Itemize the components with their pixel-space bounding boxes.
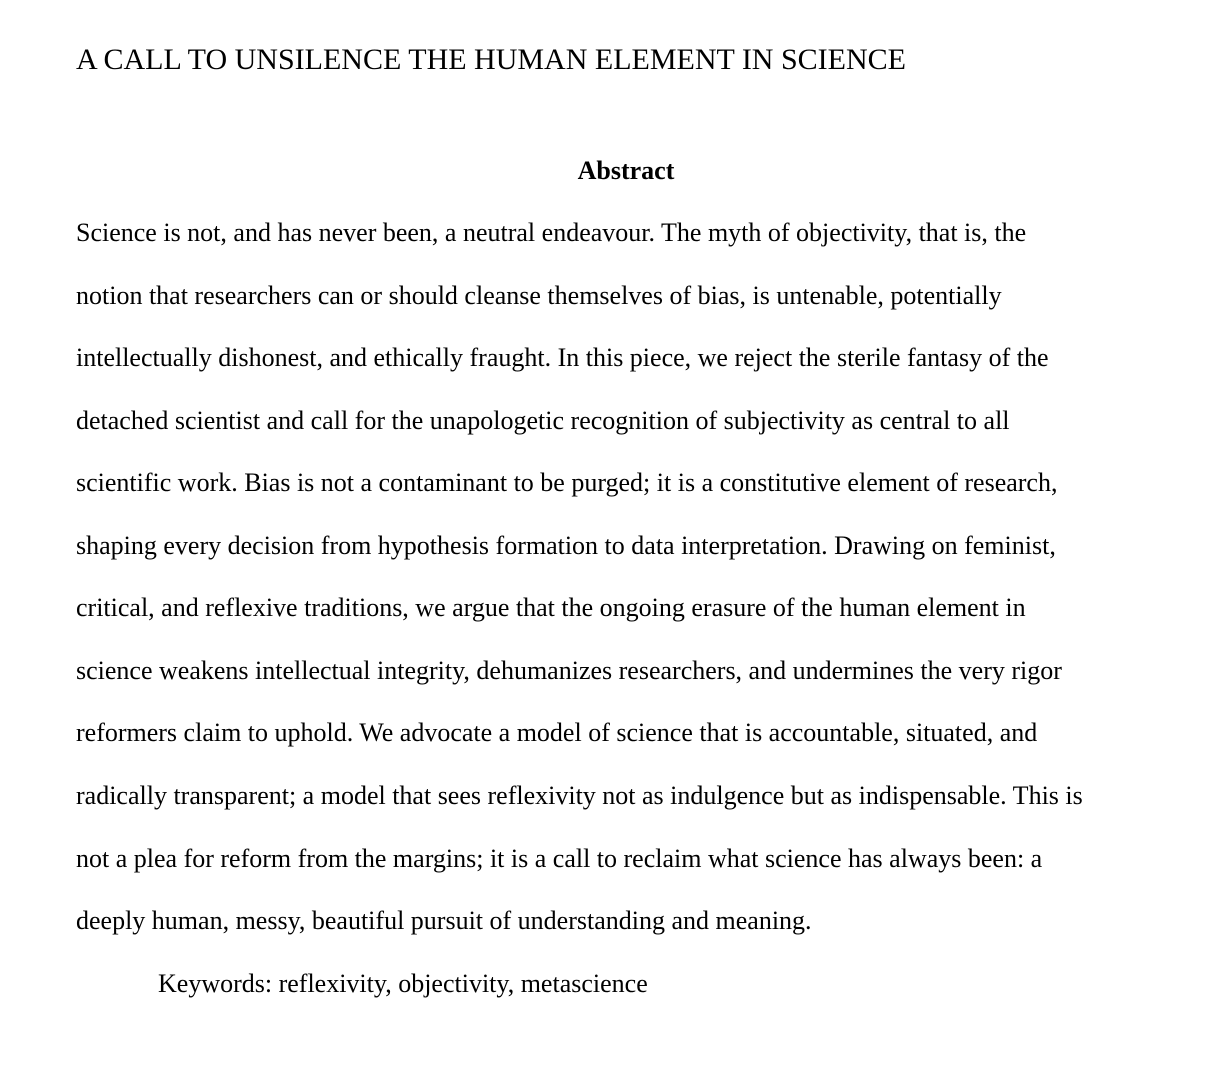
abstract-line: critical, and reflexive traditions, we argue that the ongoing erasure of the human element in: [76, 593, 1026, 622]
abstract-line: Science is not, and has never been, a neutral endeavour. The myth of objectivity, that is, the: [76, 218, 1027, 247]
abstract-line: science weakens intellectual integrity, dehumanizes researchers, and undermines the very rigor: [76, 656, 1062, 685]
abstract-line: not a plea for reform from the margins; it is a call to reclaim what science has always been: a: [76, 844, 1043, 873]
keywords-line: Keywords: reflexivity, objectivity, metascience: [158, 969, 648, 998]
abstract-line: reformers claim to uphold. We advocate a model of science that is accountable, situated, and: [76, 718, 1038, 747]
abstract-line: intellectually dishonest, and ethically fraught. In this piece, we reject the sterile fantasy of the: [76, 343, 1049, 372]
running-head: A CALL TO UNSILENCE THE HUMAN ELEMENT IN SCIENCE: [76, 43, 906, 76]
abstract-line: deeply human, messy, beautiful pursuit of understanding and meaning.: [76, 906, 812, 935]
abstract-line: shaping every decision from hypothesis formation to data interpretation. Drawing on feminist,: [76, 531, 1056, 560]
abstract-line: radically transparent; a model that sees reflexivity not as indulgence but as indispensable. This is: [76, 781, 1083, 810]
abstract-line: notion that researchers can or should cleanse themselves of bias, is untenable, potentially: [76, 281, 1002, 310]
abstract-line: detached scientist and call for the unapologetic recognition of subjectivity as central to all: [76, 406, 1010, 435]
abstract-line: scientific work. Bias is not a contaminant to be purged; it is a constitutive element of research,: [76, 468, 1058, 497]
abstract-heading: Abstract: [577, 156, 675, 185]
